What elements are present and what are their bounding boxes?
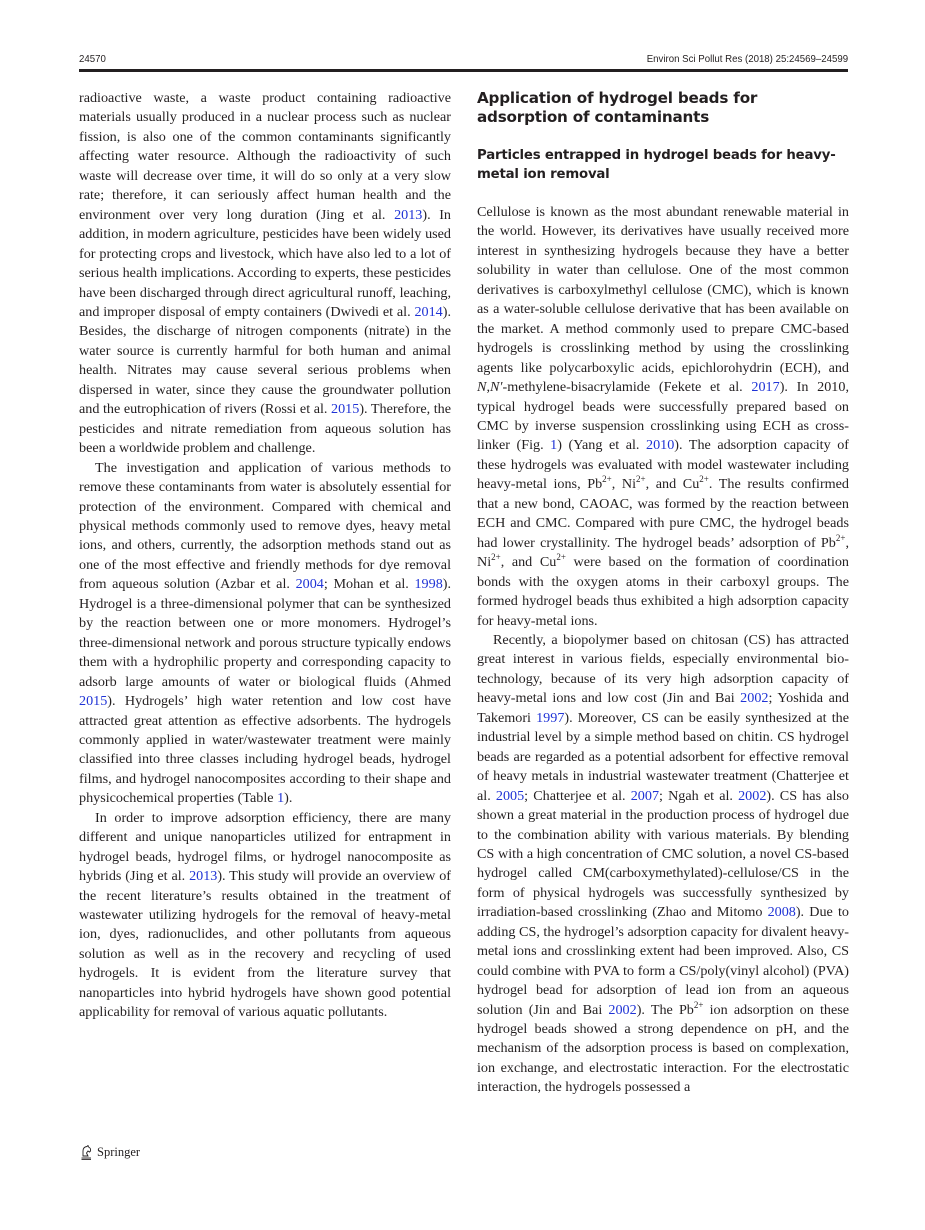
- body-paragraph: [477, 203, 849, 631]
- body-paragraph: [79, 89, 451, 459]
- publisher-name: Springer: [97, 1145, 141, 1159]
- text-run: ; Ngah et al.: [659, 787, 739, 804]
- text-run: were based on the formation of coordination bonds with the oxygen atoms in their carboxyl groups. The formed hydrogel beads thus exhibited a high adsorption capacity for heavy-metal ions.: [477, 554, 850, 629]
- text-run: , Ni: [477, 534, 849, 571]
- text-run: ,: [486, 379, 490, 396]
- text-run: ). This study will provide an overview of the recent literature’s results obtained in the treatment of wastewater utilizing hydrogels for the removal of heavy-metal ion, dyes, radionuclides, and other pollutants from aqueous solution as well as in the recovery and recycling of used hydrogels. It is evident from the literature survey that nanoparticles into hybrid hydrogels have shown good potential applicability for removal of various aquatic pollutants.: [79, 868, 452, 1021]
- right-paragraphs: [477, 203, 849, 1098]
- right-column: [477, 89, 849, 1098]
- citation-link[interactable]: 2013: [394, 206, 423, 223]
- citation-link[interactable]: 2017: [751, 379, 780, 396]
- text-run: ). In 2010, typical hydrogel beads were successfully prepared based on CMC by inverse suspension crosslinking using ECH as cross-linker (Fig.: [477, 379, 849, 454]
- journal-citation: Environ Sci Pollut Res (2018) 25:24569–24599: [646, 53, 849, 65]
- ion-charge-superscript: 2+: [693, 999, 704, 1010]
- text-run: ). Besides, the discharge of nitrogen components (nitrate) in the water source is currently harmful for both human and animal health. Nitrates may cause several serious problems when dispersed in water, since they cause the groundwater pollution and the eutrophication of rivers (Rossi et al.: [79, 303, 451, 418]
- text-run: ) (Yang et al.: [557, 437, 646, 454]
- heading-spacer: [477, 184, 849, 203]
- ion-charge-superscript: 2+: [491, 552, 501, 563]
- text-run: In order to improve adsorption efficiency, there are many different and unique nanoparticles utilized for entrapment in hydrogel beads, hydrogel films, or hydrogel nanocomposite as hybrids (Jing et al.: [79, 809, 451, 885]
- text-run: , and Cu: [500, 554, 557, 571]
- italic-text: N: [477, 379, 487, 396]
- citation-link[interactable]: 1: [550, 437, 558, 454]
- section-heading: Application of hydrogel beads for adsorption of contaminants: [477, 89, 758, 126]
- citation-link[interactable]: 2015: [331, 401, 360, 418]
- ion-charge-superscript: 2+: [699, 474, 709, 485]
- subsection-heading: Particles entrapped in hydrogel beads for heavy-metal ion removal: [477, 148, 836, 182]
- text-run: ). Therefore, the pesticides and nitrate remediation from aqueous solution has been a worldwide problem and challenge.: [79, 401, 451, 457]
- text-run: . The results confirmed that a new bond, CAOAC, was formed by the reaction between ECH and CMC. Compared with pure CMC, the hydrogel beads had lower crystallinity. The hydrogel beads’ adsorption of Pb: [477, 476, 850, 551]
- text-run: radioactive waste, a waste product containing radioactive materials usually produced in a nuclear process such as nuclear fission, is also one of the common contaminants significantly affecting water resource. Although the radioactivity of such waste will decrease over time, it will do so only at a very slow rate; therefore, it can seriously affect human health and the environment over very long duration (Jing et al.: [79, 90, 451, 223]
- text-run: ion adsorption on these hydrogel beads showed a strong dependence on pH, and the mechanism of the adsorption process is based on complexation, ion exchange, and electrostatic interaction. For the electrostatic interaction, the hydrogels possessed a: [477, 1001, 849, 1096]
- citation-link[interactable]: 2004: [295, 576, 324, 593]
- text-run: The investigation and application of various methods to remove these contaminants from water is absolutely essential for protection of the environment. Compared with chemical and physical methods commonly used to remove dyes, heavy metal ions, and others, currently, the adsorption methods stand out as one of the most effective and friendly methods for dye removal from aqueous solution (Azbar et al.: [79, 459, 451, 593]
- page-number: 24570: [79, 53, 106, 65]
- text-run: ; Yoshida and Takemori: [477, 690, 849, 726]
- text-run: , and Cu: [645, 476, 700, 493]
- citation-link[interactable]: 1998: [414, 576, 443, 593]
- ion-charge-superscript: 2+: [835, 532, 846, 543]
- text-run: ; Mohan et al.: [323, 576, 415, 593]
- publisher-footer: [80, 1145, 140, 1160]
- text-run: ). Hydrogel is a three-dimensional polymer that can be synthesized by the reaction between one or more monomers. Hydrogel’s three-dimensional network and porous structure typically endows them with a hydrophilic property and corresponding capacity to adsorb large amounts of water or biological fluids (Ahmed: [79, 576, 452, 690]
- citation-link[interactable]: 2014: [414, 303, 443, 320]
- text-run: ). In addition, in modern agriculture, pesticides have been widely used for protecting crops and livestock, which have also led to a lot of serious health implications. According to experts, these pesticides have been discharged through direct agricultural runoff, leaching, and improper disposal of empty containers (Dwivedi et al.: [79, 206, 451, 320]
- citation-link[interactable]: 2002: [738, 787, 767, 804]
- text-run: Recently, a biopolymer based on chitosan (CS) has attracted great interest in various fields, especially environmental biotechnology, because of its very high adsorption capacity of heavy-metal ions and low cost (Jin and Bai: [477, 631, 849, 707]
- body-paragraph: [477, 631, 849, 1098]
- citation-link[interactable]: 2008: [767, 904, 796, 921]
- italic-text: N′: [489, 379, 503, 396]
- text-run: ).: [284, 790, 293, 807]
- citation-link[interactable]: 2013: [189, 868, 218, 885]
- springer-horse-icon: [80, 1145, 93, 1160]
- text-run: ). Due to adding CS, the hydrogel’s adsorption capacity for divalent heavy-metal ions and crosslinking extent had been improved. Also, CS could combine with PVA to form a CS/poly(vinyl alcohol) (PVA) hydrogel bead for adsorption of lead ion from an aqueous solution (Jin and Bai: [477, 904, 849, 1018]
- text-run: -methylene-bisacrylamide (Fekete et al.: [502, 379, 752, 396]
- body-paragraph: [79, 809, 451, 1023]
- citation-link[interactable]: 1997: [536, 709, 565, 726]
- citation-link[interactable]: 2005: [495, 787, 525, 804]
- ion-charge-superscript: 2+: [602, 474, 612, 485]
- text-run: ). CS has also shown a great material in the production process of hydrogel due to the combination ability with various materials. By blending CS with a high concentration of CMC solution, a novel CS-based hydrogel called CM(carboxymethylated)-cellulose/CS in the form of physical hydrogels was successfully synthesized by irradiation-based crosslinking (Zhao and Mitomo: [477, 787, 849, 921]
- text-run: ). The Pb: [636, 1001, 694, 1018]
- citation-link[interactable]: 2007: [630, 787, 660, 804]
- header-rule: [79, 69, 848, 72]
- text-run: ). The adsorption capacity of these hydrogels was evaluated with model wastewater including heavy-metal ions, Pb: [477, 437, 849, 493]
- ion-charge-superscript: 2+: [556, 552, 566, 563]
- ion-charge-superscript: 2+: [636, 474, 646, 485]
- text-run: Cellulose is known as the most abundant renewable material in the world. However, its derivatives have usually received more interest in synthesizing hydrogels because they have a better solubility in water than cellulose. One of the most common derivatives is carboxylmethyl cellulose (CMC), which is known as a water-soluble cellulose derivative that has been available on the market. A method commonly used to prepare CMC-based hydrogels is crosslinking method by using the crosslinking agents like polycarboxylic acids, epichlorohydrin (ECH), and: [477, 204, 849, 376]
- left-column: [79, 89, 451, 1023]
- text-run: ; Chatterjee et al.: [524, 787, 631, 804]
- citation-link[interactable]: 2002: [608, 1001, 637, 1018]
- text-run: , Ni: [611, 476, 637, 493]
- left-paragraphs: [79, 89, 451, 1023]
- text-run: ). Moreover, CS can be easily synthesized at the industrial level by a simple method based on chitin. CS hydrogel beads are regarded as a potential adsorbent for effective removal of heavy metals in industrial wastewater treatment (Chatterjee et al.: [477, 709, 850, 804]
- text-run: ). Hydrogels’ high water retention and low cost have attracted great attention as effective adsorbents. The hydrogels commonly applied in water/wastewater treatment were mainly classified into three classes including hydrogel beads, hydrogel films, and hydrogel nanocomposites according to their shape and physicochemical properties (Table: [79, 693, 451, 807]
- citation-link[interactable]: 2010: [646, 437, 675, 454]
- body-paragraph: [79, 459, 451, 809]
- citation-link[interactable]: 2002: [740, 690, 769, 707]
- citation-link[interactable]: 2015: [79, 693, 108, 710]
- citation-link[interactable]: 1: [277, 790, 285, 807]
